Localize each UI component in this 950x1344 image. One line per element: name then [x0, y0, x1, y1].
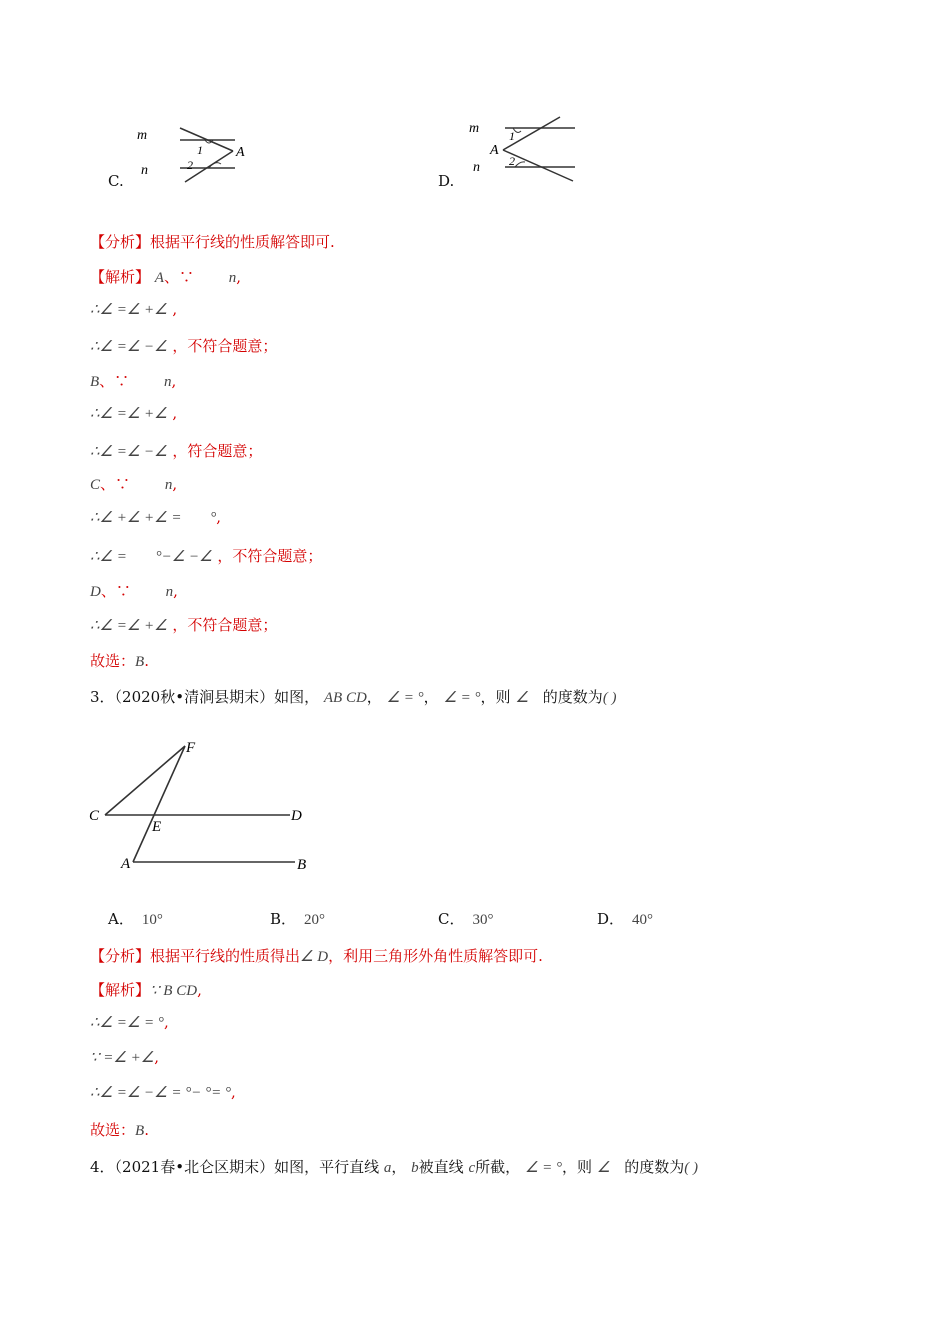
q3-fig-F: F	[186, 740, 196, 756]
q3-fig-A: A	[121, 856, 131, 872]
q3-stem: 3．（2020秋•清涧县期末）如图， AB CD， ∠ = °， ∠ = °，则 ∠ 的度数为( )	[90, 688, 617, 706]
q3-sol-line-3: ∴∠ =∠ −∠ = °− °= °,	[90, 1083, 236, 1101]
q2-analysis: 【分析】根据平行线的性质解答即可.	[90, 233, 335, 251]
q3-option-a[interactable]: A． 10°	[108, 910, 163, 928]
q3-sol-line-0: 【解析】∵ B CD,	[90, 981, 202, 999]
fig-d-m: m	[469, 121, 480, 136]
q2-sol-line-10: ∴∠ =∠ +∠ ，不符合题意；	[90, 616, 278, 634]
q3-fig-C: C	[89, 808, 100, 824]
q2-sol-line-6: C、∵ n,	[90, 475, 178, 493]
q2-answer: 故选：B.	[90, 652, 149, 670]
fig-c-2: 2	[187, 158, 193, 172]
q2-sol-line-7: ∴∠ +∠ +∠ = °,	[90, 508, 222, 526]
q3-option-b[interactable]: B． 20°	[270, 910, 326, 928]
fig-d-2: 2	[509, 154, 515, 168]
q3-answer: 故选：B.	[90, 1121, 149, 1139]
fig-d-A: A	[490, 143, 499, 158]
q3-sol-line-2: ∵ =∠ +∠,	[90, 1048, 159, 1066]
q3-fig-D: D	[291, 808, 302, 824]
q3-option-d[interactable]: D． 40°	[597, 910, 654, 928]
option-d-label: D.	[438, 172, 455, 190]
q3-fig-B: B	[297, 857, 307, 873]
figure-option-d	[465, 115, 615, 185]
figure-option-c	[135, 120, 275, 190]
q4-stem: 4．（2021春•北仑区期末）如图，平行直线 a， b被直线 c所截， ∠ = °，则 ∠ 的度数为( )	[90, 1158, 699, 1176]
q3-option-c[interactable]: C． 30°	[438, 910, 494, 928]
fig-c-A: A	[236, 145, 245, 160]
q2-sol-line-5: ∴∠ =∠ −∠ ，符合题意；	[90, 442, 263, 460]
q2-sol-line-2: ∴∠ =∠ −∠ ，不符合题意；	[90, 337, 278, 355]
option-c-label: C.	[108, 172, 124, 190]
q2-sol-line-8: ∴∠ = °−∠ −∠ ，不符合题意；	[90, 547, 323, 565]
q3-analysis: 【分析】根据平行线的性质得出∠ D，利用三角形外角性质解答即可.	[90, 947, 543, 965]
q3-sol-line-1: ∴∠ =∠ = °,	[90, 1013, 169, 1031]
q2-sol-line-1: ∴∠ =∠ +∠ ,	[90, 300, 178, 318]
q2-sol-line-4: ∴∠ =∠ +∠ ,	[90, 404, 178, 422]
q2-sol-line-3: B、∵ n,	[90, 372, 177, 390]
fig-c-n: n	[141, 163, 148, 178]
fig-c-m: m	[137, 128, 148, 143]
q2-sol-line-0: 【解析】 A、∵ n,	[90, 268, 242, 286]
q3-fig-E: E	[152, 819, 162, 835]
fig-d-1: 1	[509, 129, 515, 143]
q2-sol-line-9: D、∵ n,	[90, 582, 178, 600]
fig-d-n: n	[473, 160, 480, 175]
fig-c-1: 1	[197, 143, 203, 157]
q3-figure	[85, 738, 325, 878]
